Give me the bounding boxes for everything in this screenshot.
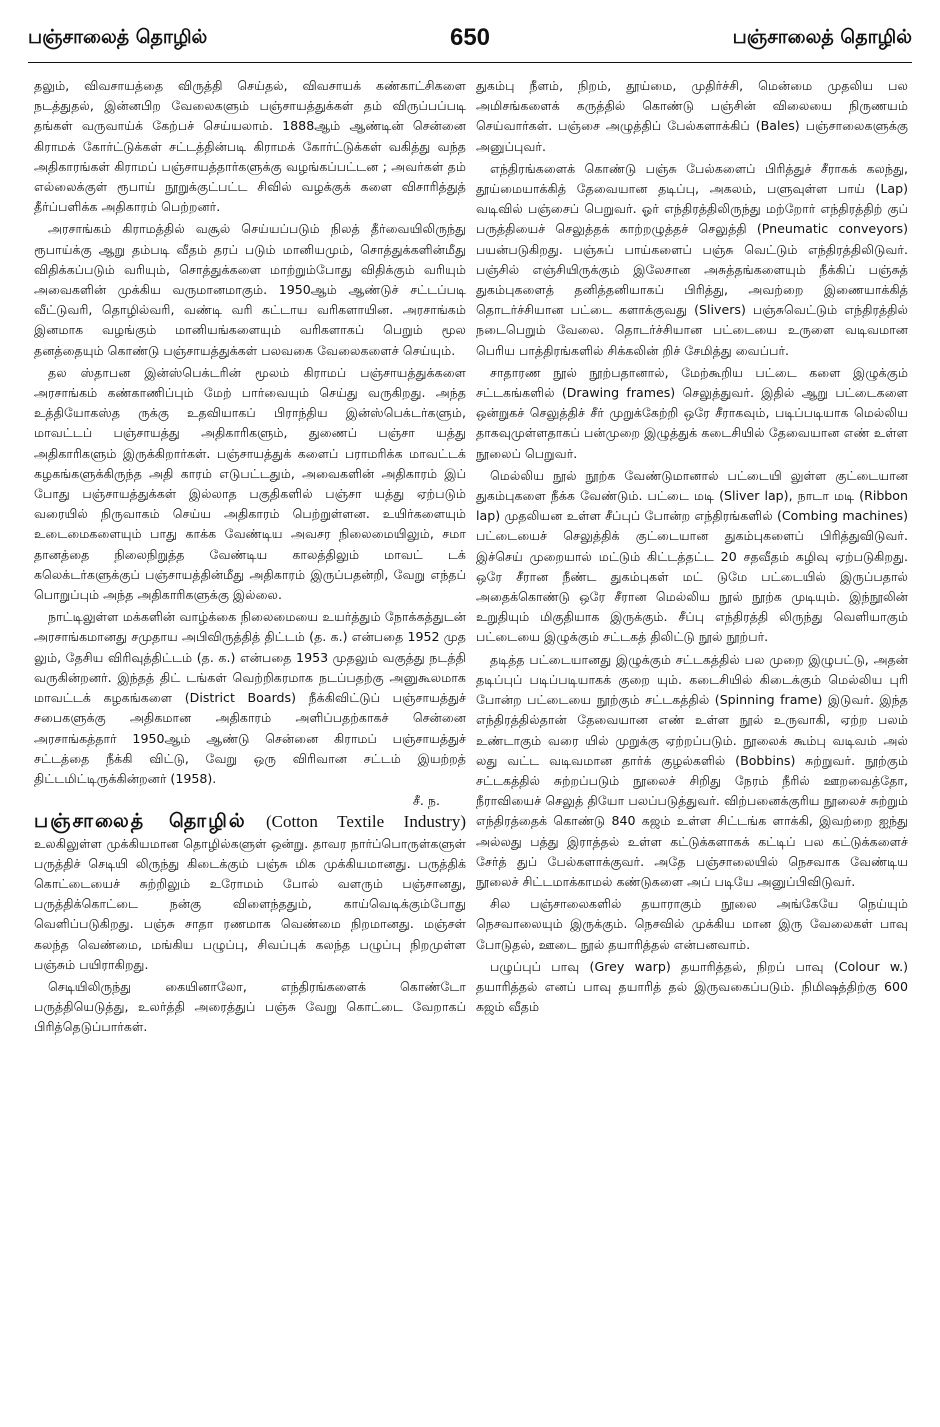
header-right-title: பஞ்சாலைத் தொழில்	[732, 25, 912, 48]
right-paragraph-7: பழுப்புப் பாவு (Grey warp) தயாரித்தல், நிறப் பாவு (Colour w.) தயாரித்தல் எனப் பாவு தயாரித் தல் இருவகைப்படும். நிமிஷத்திற்கு 600 கஜம் வீதம்	[476, 958, 908, 1015]
right-paragraph-6: சில பஞ்சாலைகளில் தயாராகும் நூலை அங்கேயே நெய்யும் நெசவாலையும் இருக்கும். நெசவில் முக்கிய மான இரு வேலைகள் பாவு போடுதல், ஊடை நூல் தயாரித்தல் என்பனவாம்.	[476, 896, 908, 952]
left-column	[34, 76, 466, 1416]
right-paragraph-4: மெல்லிய நூல் நூற்க வேண்டுமானால் பட்டையி லுள்ள குட்டையான துகம்புகளை நீக்க வேண்டும். பட்டை மடி (Sliver lap), நாடா மடி (Ribbon lap) முதலியன உள்ள சீப்புப் போன்ற எந்திரங்களில் (Combing machines) பட்டையைச் செலுத்திக் குட்டையான துகம்புகளைப் பிரித்துவிடுவர். இச்செய் முறையால் மட்டும் கிட்டத்தட்ட 20 சதவீதம் கழிவு ஏற்படுகிறது. ஒரே சீரான நீண்ட துகம்புகள் மட் டுமே பட்டையில் இருப்பதால் அதைக்கொண்டு ஒரே சீரான மெல்லிய நூல் நூற்க முடியும். இந்நூலின் உறுதியும் மிகுதியாக இருக்கும். சீப்பு எந்திரத்தி லிருந்து வெளியாகும் பட்டையை இழுக்கும் சட்டகத் திலிட்டு நூல் நூற்பர்.	[476, 467, 908, 645]
entry-title-english: (Cotton Textile Industry)	[265, 812, 466, 832]
right-paragraph-2: எந்திரங்களைக் கொண்டு பஞ்சு பேல்களைப் பிரித்துச் சீராகக் கலந்து, தூய்மையாக்கித் தேவையான தடிப்பு, அகலம், பளுவுள்ள பாய் (Lap) வடிவில் பஞ்சைப் பெறுவர். ஓர் எந்திரத்திலிருந்து மற்றோர் எந்திரத்திற் குப் பருத்தியைச் செலுத்தக் காற்றழுத்தச் செலுத்தி (Pneumatic conveyors) பயன்படுகிறது. பஞ்சுப் பாய்களைப் பஞ்சு வெட்டும் எந்திரத்திலிடுவர். பஞ்சில் எஞ்சியிருக்கும் இலேசான அசுத்தங்களையும் நீக்கிப் பஞ்சுத் துகம்புகளைத் தனித்தனியாகப் பிரித்து, அவற்றை இணையாக்கித் தொடர்ச்சியான பட்டை களாக்குவது (Slivers) பஞ்சுவெட்டும் எந்திரத்தில் நடைபெறும் வேலை. தொடர்ச்சியான பட்டையை உருளை வடிவமான பெரிய பாத்திரங்களில் சிக்கலின் றிச் சேமித்து வைப்பர்.	[476, 160, 908, 358]
header-left-title: பஞ்சாலைத் தொழில்	[28, 25, 208, 48]
left-paragraph-6: செடியிலிருந்து கையினாலோ, எந்திரங்களைக் கொண்டோ பருத்தியெடுத்து, உலர்த்தி அரைத்துப் பஞ்சு வேறு கொட்டை வேறாகப் பிரித்தெடுப்பார்கள்.	[34, 978, 466, 1035]
left-paragraph-1: தலும், விவசாயத்தை விருத்தி செய்தல், விவசாயக் கண்காட்சிகளை நடத்துதல், இன்னபிற வேலைகளும் பஞ்சாயத்துக்கள் தம் விருப்பப்படி தங்கள் வருவாய்க் கேற்பச் செய்யலாம். 1888ஆம் ஆண்டின் சென்னை கிராமக் கோர்ட்டுக்கள் சட்டத்தின்படி கிராமக் கோர்ட்டுக்கள் வகித்து வந்த அதிகாரங்கள் கிராமப் பஞ்சாயத்தார்களுக்கு வழங்கப்பட்டன ; அவர்கள் தம் எல்லைக்குள் ரூபாய் நூறுக்குட்பட்ட சிவில் வழக்குக் களை விசாரித்துத் தீர்ப்பளிக்க அதிகாரம் பெற்றனர்.	[34, 78, 466, 215]
left-paragraph-4: நாட்டிலுள்ள மக்களின் வாழ்க்கை நிலைமையை உயர்த்தும் நோக்கத்துடன் அரசாங்கமானது சமுதாய அபிவிருத்தித் திட்டம் (த. க.) என்பதை 1952 முத லும், தேசிய விரிவுத்திட்டம் (த. க.) என்பதை 1953 முதலும் வகுத்து நடத்தி வருகின்றனர். இந்தத் திட் டங்கள் வெற்றிகரமாக நடப்பதற்கு அனுகூலமாக மாவட்டக் கழகங்களை (District Boards) நீக்கிவிட்டுப் பஞ்சாயத்துச் சபைகளுக்கு அதிகமான அதிகாரம் அளிப்பதற்காகச் சென்னை அரசாங்கத்தார் 1950ஆம் ஆண்டு சென்னை கிராமப் பஞ்சாயத்துச் சட்டத்தை நீக்கி விட்டு, வேறு ஒரு விரிவான சட்டம் இயற்றத் திட்டமிட்டிருக்கின்றனர் (1958).	[34, 609, 466, 786]
author-signature: சீ. ந.	[412, 793, 440, 809]
left-paragraph-2: அரசாங்கம் கிராமத்தில் வசூல் செய்யப்படும் நிலத் தீர்வையிலிருந்து ரூபாய்க்கு ஆறு தம்படி வீதம் தரப் படும் மானியமும், சொத்துக்களின்மீது விதிக்கப்படும் வரியும், சொத்துக்களை மாற்றும்போது விதிக்கும் வரியும் அவைகளின் முக்கிய வருமானமாகும். 1950ஆம் ஆண்டுச் சட்டப்படி வீட்டுவரி, தொழில்வரி, வண்டி வரி கட்டாய வரிகளாயின. அரசாங்கம் இனமாக வழங்கும் மானியங்களையும் வரிகளாகப் பெறும் மூல தனத்தையும் கொண்டு பஞ்சாயத்துக்கள் பலவகை வேலைகளைச் செய்யும்.	[34, 221, 466, 358]
right-paragraph-5: தடித்த பட்டையானது இழுக்கும் சட்டகத்தில் பல முறை இழுபட்டு, அதன் தடிப்புப் படிப்படியாகக் குறை யும். கடைசியில் கிடைக்கும் மெல்லிய புரி போன்ற பட்டையை நூற்கும் சட்டகத்தில் (Spinning frame) இடுவர். இந்த எந்திரத்தில்தான் தேவையான எண் உள்ள நூல் உருவாகி, ஏற்ற பலம் உண்டாகும் வரை யில் முறுக்கு ஏற்றப்படும். நூலைக் கூம்பு வடிவம் அல் லது வட்ட வடிவமான தார்க் குழல்களில் (Bobbins) சுற்றுவர். நூற்கும் சட்டகத்தில் சுற்றப்படும் நூலைச் சிறிது நேரம் நீரில் ஊறவைத்தோ, நீராவியைச் செலுத் தியோ பலப்படுத்துவர். விற்பனைக்குரிய நூலைச் சுற்றும் எந்திரத்தைக் கொண்டு 840 கஜம் உள்ள சிட்டங்க ளாக்கி, இவற்றை ஐந்து அல்லது பத்து இராத்தல் உள்ள கட்டுக்களாகக் கட்டிப் பல கட்டுக்களைச் சேர்த் துப் பேல்களாக்குவர். அதே பஞ்சாலையில் நெசவாக வேண்டிய நூலைச் சிட்டமாக்காமல் கண்டுகளை அப் படியே அனுப்பிவிடுவர்.	[476, 651, 908, 889]
running-header	[28, 18, 912, 58]
left-paragraph-3: தல ஸ்தாபன இன்ஸ்பெக்டரின் மூலம் கிராமப் பஞ்சாயத்துக்களை அரசாங்கம் கண்காணிப்பும் மேற் பார்வையும் செய்து வருகிறது. அந்த உத்தியோகஸ்த ருக்கு உதவியாகப் பிராந்திய இன்ஸ்பெக்டர்களும், மாவட்டப் பஞ்சாயத்து அதிகாரிகளும், துணைப் பஞ்சா யத்து அதிகாரிகளும் இருக்கிறார்கள். பஞ்சாயத்துக் களைப் பராமரிக்க மாவட்டக் கழகங்களுக்கிருந்த அதி காரம் எடுபட்டதும், அவைகளின் அதிகாரம் இப் போது பஞ்சாயத்துக்கள் இல்லாத பகுதிகளில் பஞ்சா யத்து ஏற்படும் வரையில் நிருவாகம் செய்ய அதிகாரம் பெற்றுள்ளன. உயிர்களையும் உடைமைகளையும் பாது காக்க வேண்டிய அவசர நிலைமையிலும், சமா தானத்தை நிலைநிறுத்த வேண்டிய காலத்திலும் மாவட் டக் கலெக்டர்களுக்குப் பஞ்சாயத்தின்மீது அதிகாரம் இருப்பதன்றி, வேறு எந்தப் பொறுப்பும் அந்த அதிகாரிகளுக்கு இல்லை.	[34, 364, 466, 603]
entry-title: பஞ்சாலைத் தொழில்	[34, 810, 247, 833]
right-column	[476, 76, 908, 1416]
page-number: 650	[449, 24, 491, 51]
right-paragraph-3: சாதாரண நூல் நூற்பதானால், மேற்கூறிய பட்டை களை இழுக்கும் சட்டகங்களில் (Drawing frames) செலுத்துவர். இதில் ஆறு பட்டைகளை ஒன்றுகச் செலுத்திச் சீர் முறுக்கேற்றி ஒரே சீராகவும், படிப்படியாக மெல்லிய தாகவுமுள்ளதாகப் பன்முறை இழுத்துக் கடைசியில் தேவையான எண் உள்ள நூலைப் பெறுவர்.	[476, 364, 908, 461]
header-rule	[28, 62, 912, 63]
entry-paragraph	[34, 811, 466, 975]
entry-body: உலகிலுள்ள முக்கியமான தொழில்களுள் ஒன்று. தாவர நார்ப்பொருள்களுள் பருத்திச் செடியி லிருந்து கிடைக்கும் பஞ்சு மிக முக்கியமானது. பருத்திக் கொட்டையைச் சுற்றிலும் உரோமம் போல் வளரும் பஞ்சானது, பருத்திக்கொட்டை நன்கு விளைந்ததும், காய்வெடிக்கும்போது வெளிப்படுகிறது. பஞ்சு சாதா ரணமாக வெண்மை நிறமானது. மஞ்சள் கலந்த வெண்மை, மங்கிய பழுப்பு, சிவப்புக் கலந்த பழுப்பு நிறமுள்ள பஞ்சும் பயிராகிறது.	[34, 835, 466, 972]
right-paragraph-1: துகம்பு நீளம், நிறம், தூய்மை, முதிர்ச்சி, மென்மை முதலிய பல அமிசங்களைக் கருத்தில் கொண்டு பஞ்சின் விலையை நிருணயம் செய்வார்கள். பஞ்சை அழுத்திப் பேல்களாக்கிப் (Bales) பஞ்சாலைகளுக்கு அனுப்புவர்.	[476, 78, 908, 154]
